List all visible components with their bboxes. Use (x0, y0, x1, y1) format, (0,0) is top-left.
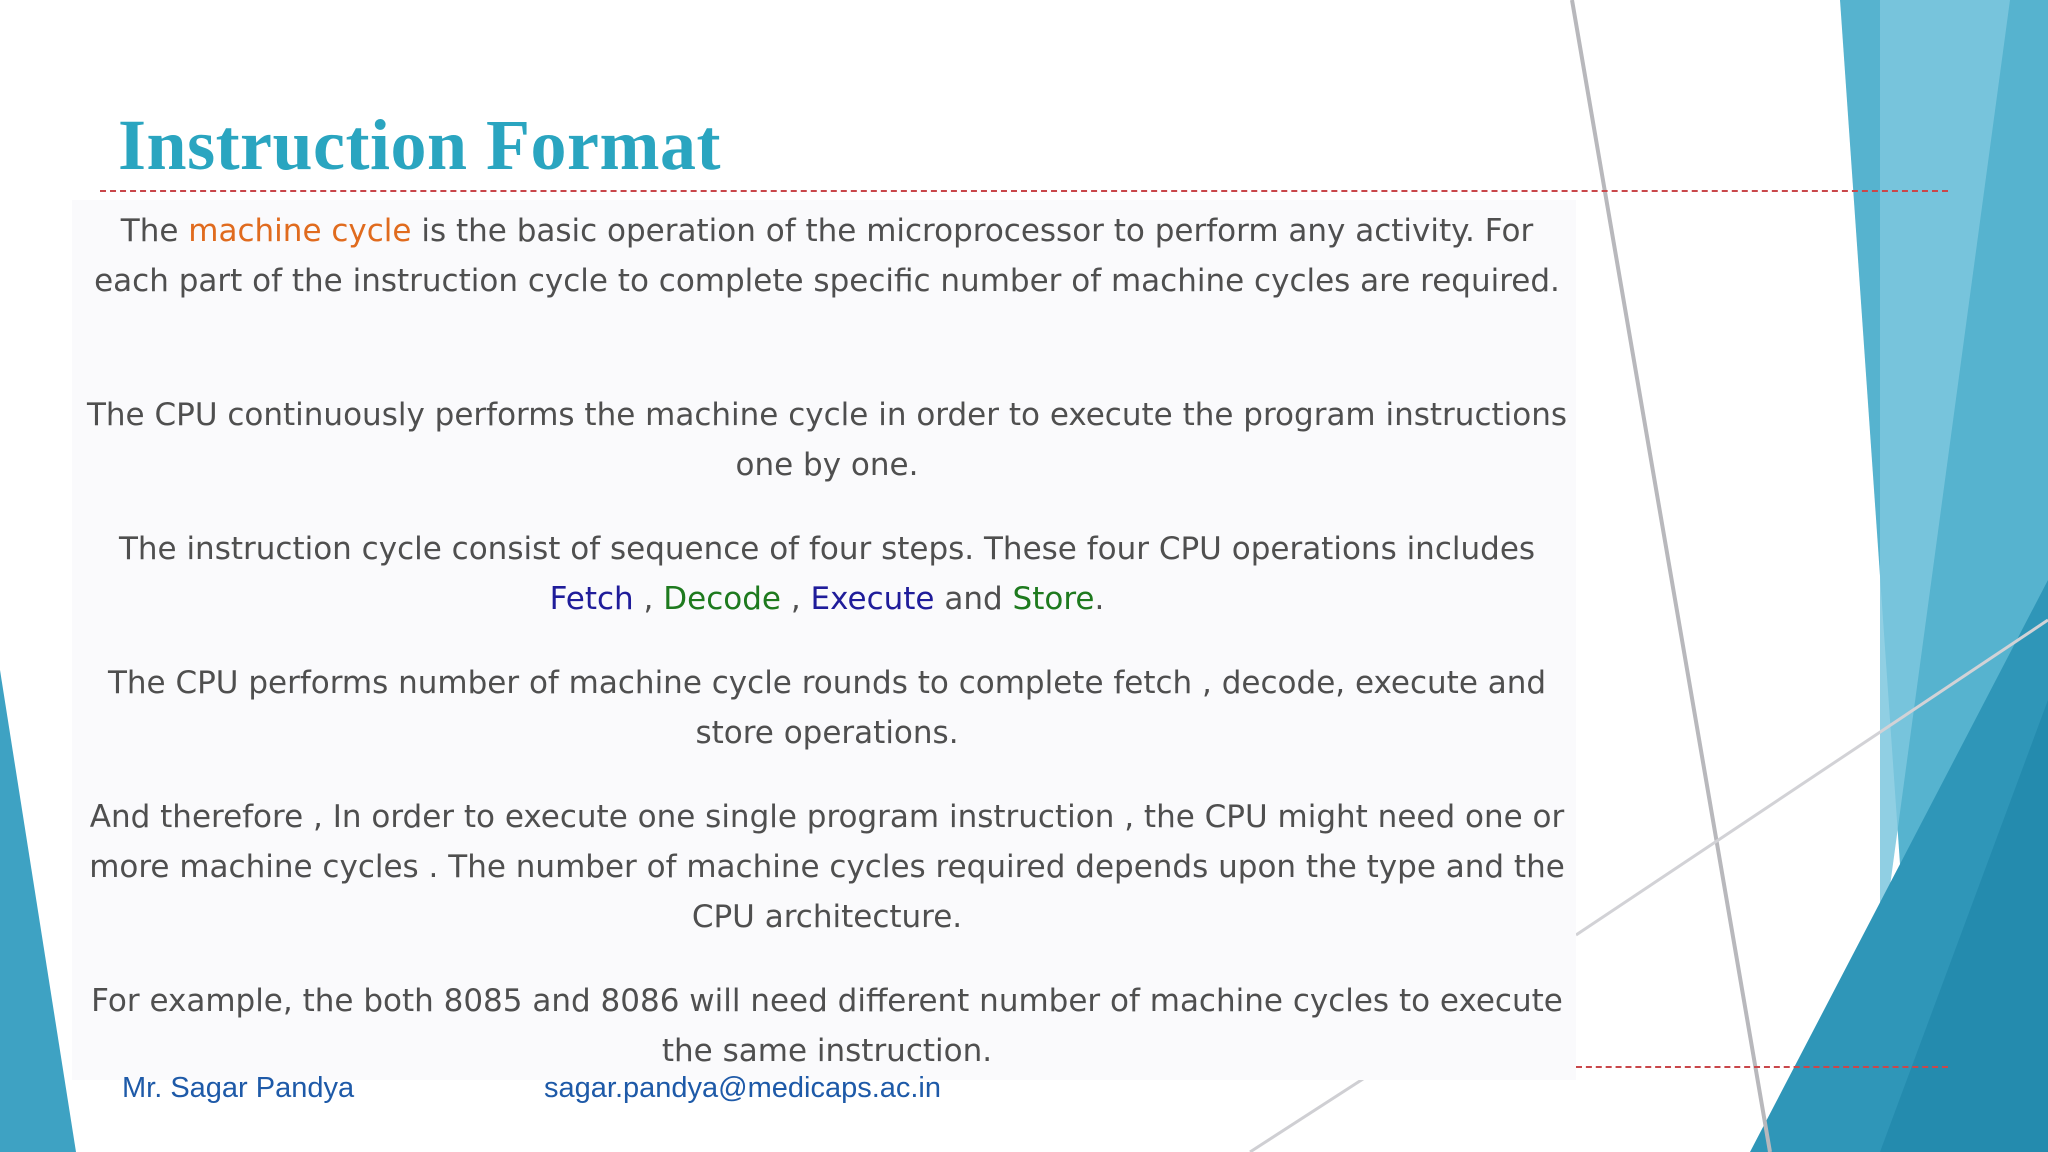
execute-link[interactable]: Execute (810, 581, 935, 617)
title-divider (100, 190, 1948, 192)
paragraph-therefore: And therefore , In order to execute one single program instruction , the CPU might need one or more machine cycles . The number of machine cycles required depends upon the type and the CPU architecture. (89, 799, 1565, 935)
slide-title: Instruction Format (118, 105, 721, 185)
decode-link[interactable]: Decode (663, 581, 781, 617)
paragraph-cpu-rounds: The CPU performs number of machine cycle rounds to complete fetch , decode, execute and store operations. (107, 665, 1547, 751)
p3-sep-1: , (633, 581, 664, 617)
left-facet (0, 670, 76, 1152)
p3-end: . (1094, 581, 1105, 617)
p3-and: and (934, 581, 1013, 617)
diagonal-line-3 (1250, 1068, 1380, 1152)
footer-email[interactable]: sagar.pandya@medicaps.ac.in (544, 1072, 942, 1104)
p1-text-a: The (120, 213, 189, 249)
paragraph-instruction-cycle (80, 524, 1574, 624)
paragraph-example: For example, the both 8085 and 8086 will need different number of machine cycles to execute the same instruction. (91, 983, 1563, 1069)
paragraph-machine-cycle (80, 206, 1574, 306)
store-link[interactable]: Store (1012, 581, 1095, 617)
footer-author: Mr. Sagar Pandya (122, 1072, 355, 1104)
fetch-link[interactable]: Fetch (549, 581, 634, 617)
machine-cycle-link[interactable]: machine cycle (188, 213, 412, 249)
footer-divider (1576, 1066, 1948, 1068)
p3-sep-2: , (780, 581, 811, 617)
paragraph-cpu-continuous: The CPU continuously performs the machine cycle in order to execute the program instructions one by one. (86, 397, 1568, 483)
p1-text-b: is the basic operation of the microprocessor to perform any activity. For each part of the instruction cycle to complete specific number of machine cycles are required. (94, 213, 1560, 299)
diagonal-line-1 (1572, 0, 1770, 1152)
p3-text-a: The instruction cycle consist of sequence of four steps. These four CPU operations includes (118, 531, 1536, 567)
content-box (72, 200, 1576, 1080)
